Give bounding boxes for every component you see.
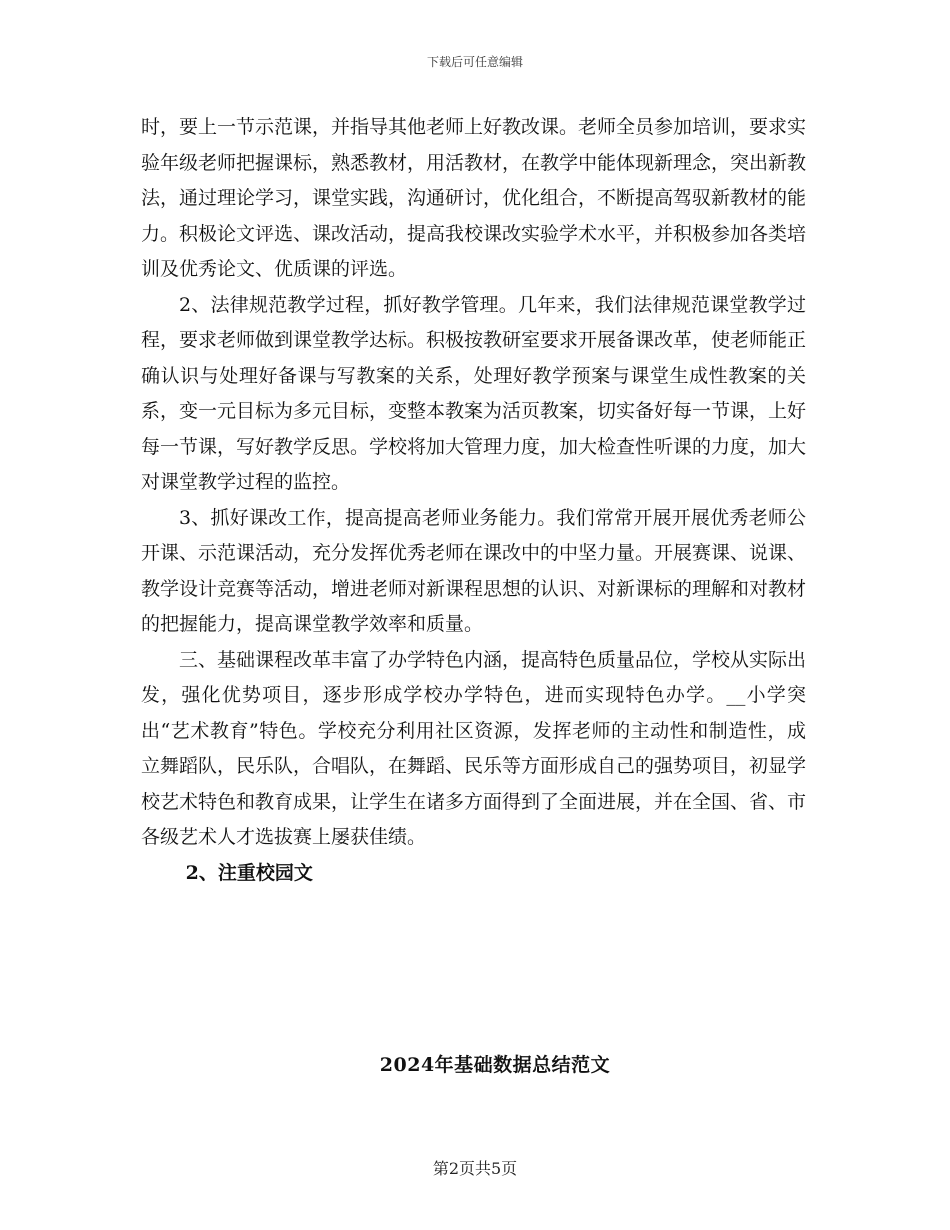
document-title: 2024年基础数据总结范文	[379, 1054, 611, 1076]
paragraph-item-2: 2、法律规范教学过程，抓好教学管理。几年来，我们法律规范课堂教学过程，要求老师做到课堂教学达标。积极按教研室要求开展备课改革，使老师能正确认识与处理好备课与写教案的关系，处理好教学预案与课堂生成性教案的关系，变一元目标为多元目标，变整本教案为活页教案，切实备好每一节课，上好每一节课，写好教学反思。学校将加大管理力度，加大检查性听课的力度，加大对课堂教学过程的监控。	[141, 293, 807, 493]
paragraph-continuation: 时，要上一节示范课，并指导其他老师上好教改课。老师全员参加培训，要求实验年级老师把握课标，熟悉教材，用活教材，在教学中能体现新理念，突出新教法，通过理论学习，课堂实践，沟通研讨，优化组合，不断提高驾驭新教材的能力。积极论文评选、课改活动，提高我校课改实验学术水平，并积极参加各类培训及优秀论文、优质课的评选。	[141, 116, 807, 280]
document-body	[141, 110, 806, 891]
page-footer: 第2页共5页	[432, 1159, 518, 1178]
paragraph-section-3: 三、基础课程改革丰富了办学特色内涵，提高特色质量品位，学校从实际出发，强化优势项目，逐步形成学校办学特色，进而实现特色办学。__小学突出“艺术教育”特色。学校充分利用社区资源，发挥老师的主动性和制造性，成立舞蹈队，民乐队，合唱队，在舞蹈、民乐等方面形成自己的强势项目，初显学校艺术特色和教育成果，让学生在诸多方面得到了全面进展，并在全国、省、市各级艺术人才选拔赛上屡获佳绩。	[141, 648, 807, 848]
paragraph-item-3: 3、抓好课改工作，提高提高老师业务能力。我们常常开展开展优秀老师公开课、示范课活动，充分发挥优秀老师在课改中的中坚力量。开展赛课、说课、教学设计竞赛等活动，增进老师对新课程思想的认识、对新课标的理解和对教材的把握能力，提高课堂教学效率和质量。	[141, 506, 807, 635]
page-header: 下载后可任意编辑	[426, 55, 523, 69]
subheading: 2、注重校园文	[185, 861, 313, 884]
